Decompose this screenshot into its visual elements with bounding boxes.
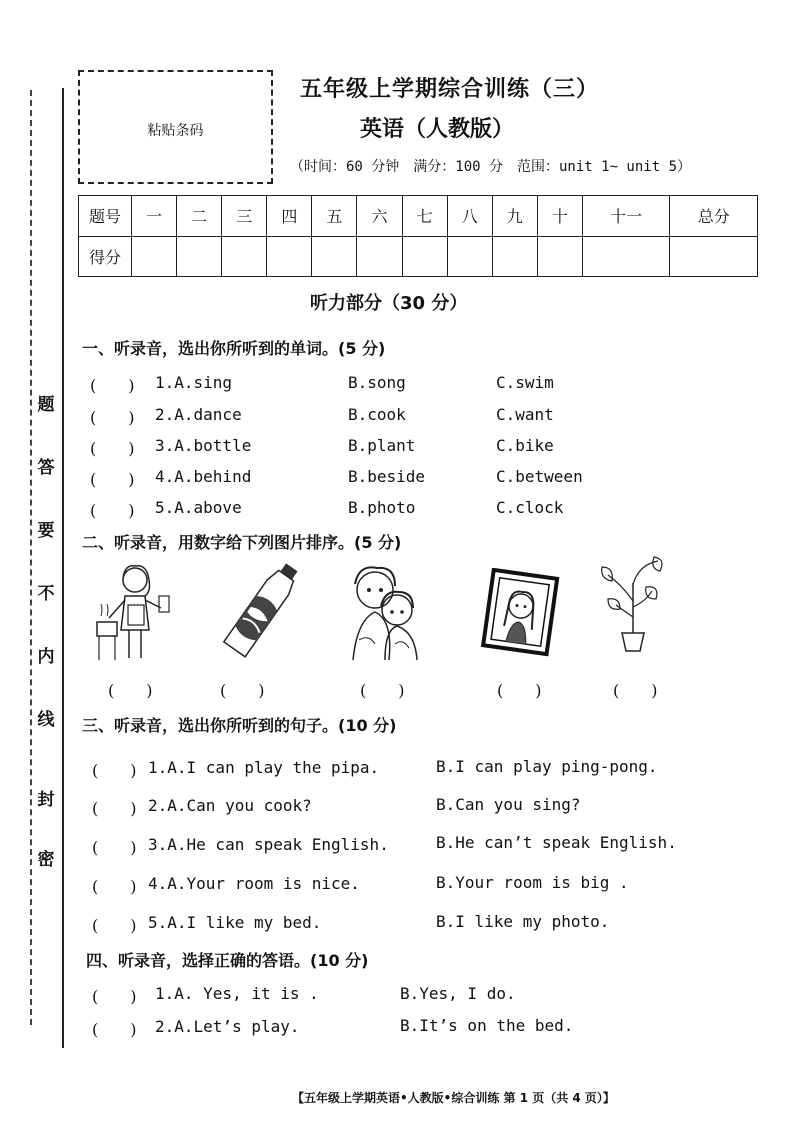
answer-blank[interactable]: ( ) xyxy=(92,916,137,935)
side-char: 封 xyxy=(37,790,55,810)
answer-blank[interactable]: ( ) xyxy=(90,439,135,458)
girls-image xyxy=(345,560,425,665)
girl-cooking-image xyxy=(95,560,185,665)
score-value-row xyxy=(79,236,758,277)
option-c: C.swim xyxy=(496,373,554,392)
option-a: 2.A.dance xyxy=(155,405,242,424)
answer-blank[interactable]: ( ) xyxy=(220,681,265,700)
option-a: 4.A.Your room is nice. xyxy=(148,874,360,893)
listening-section-title: 听力部分（30 分） xyxy=(310,293,468,314)
option-b: B.photo xyxy=(348,498,416,517)
answer-blank[interactable]: ( ) xyxy=(92,799,137,818)
answer-blank[interactable]: ( ) xyxy=(108,681,153,700)
answer-blank[interactable]: ( ) xyxy=(90,501,135,520)
score-table xyxy=(78,195,758,277)
answer-blank[interactable]: ( ) xyxy=(92,838,137,857)
side-char: 要 xyxy=(37,521,55,541)
score-header-cell: 十一 xyxy=(582,196,670,237)
part4-title: 四、听录音，选择正确的答语。(10 分) xyxy=(86,951,369,970)
plant-image xyxy=(598,555,668,655)
option-b: B.It’s on the bed. xyxy=(400,1016,574,1035)
score-cell[interactable] xyxy=(312,236,357,277)
answer-blank[interactable]: ( ) xyxy=(92,761,137,780)
bottle-image xyxy=(215,558,310,663)
score-header-cell: 五 xyxy=(312,196,357,237)
part3-title: 三、听录音，选出你所听到的句子。(10 分) xyxy=(82,716,397,735)
score-header-cell: 十 xyxy=(537,196,582,237)
score-header-cell: 二 xyxy=(177,196,222,237)
option-b: B.Yes, I do. xyxy=(400,984,516,1003)
option-b: B.Your room is big . xyxy=(436,873,629,892)
option-b: B.I can play ping-pong. xyxy=(436,757,658,776)
score-header-cell: 题号 xyxy=(79,196,132,237)
score-header-cell: 九 xyxy=(492,196,537,237)
option-a: 3.A.He can speak English. xyxy=(148,835,389,854)
option-a: 2.A.Let’s play. xyxy=(155,1017,300,1036)
side-char: 答 xyxy=(37,458,55,478)
answer-blank[interactable]: ( ) xyxy=(90,470,135,489)
barcode-box xyxy=(78,70,273,184)
option-b: B.I like my photo. xyxy=(436,912,610,931)
answer-blank[interactable]: ( ) xyxy=(613,681,658,700)
side-char: 不 xyxy=(37,584,55,604)
answer-blank[interactable]: ( ) xyxy=(92,877,137,896)
score-header-cell: 三 xyxy=(222,196,267,237)
side-char: 题 xyxy=(37,395,55,415)
option-b: B.Can you sing? xyxy=(436,795,581,814)
score-cell[interactable] xyxy=(670,236,758,277)
option-a: 4.A.behind xyxy=(155,467,252,486)
option-a: 1.A.I can play the pipa. xyxy=(148,758,380,777)
option-a: 1.A. Yes, it is . xyxy=(155,984,319,1003)
score-cell[interactable] xyxy=(222,236,267,277)
answer-blank[interactable]: ( ) xyxy=(92,1020,137,1039)
side-char: 线 xyxy=(37,710,55,730)
page-title: 五年级上学期综合训练（三） xyxy=(300,77,600,102)
score-header-cell: 六 xyxy=(357,196,402,237)
side-char: 密 xyxy=(37,850,55,870)
option-b: B.cook xyxy=(348,405,406,424)
score-cell[interactable] xyxy=(582,236,670,277)
score-header-cell: 八 xyxy=(447,196,492,237)
option-c: C.between xyxy=(496,467,583,486)
exam-info: （时间：60 分钟 满分：100 分 范围：unit 1~ unit 5） xyxy=(290,159,692,175)
answer-blank[interactable]: ( ) xyxy=(90,408,135,427)
part1-title: 一、听录音，选出你所听到的单词。(5 分) xyxy=(82,339,386,358)
option-a: 1.A.sing xyxy=(155,373,233,392)
score-cell[interactable] xyxy=(447,236,492,277)
score-cell[interactable] xyxy=(132,236,177,277)
option-a: 2.A.Can you cook? xyxy=(148,796,312,815)
side-char: 内 xyxy=(37,647,55,667)
option-b: B.He can’t speak English. xyxy=(436,833,677,852)
binding-solid-line xyxy=(62,88,64,1048)
binding-dashed-line xyxy=(30,90,32,1025)
part2-title: 二、听录音，用数字给下列图片排序。(5 分) xyxy=(82,533,402,552)
page-footer: 【五年级上学期英语•人教版•综合训练 第 1 页（共 4 页）】 xyxy=(292,1091,615,1105)
score-header-cell: 七 xyxy=(402,196,447,237)
page-subtitle: 英语（人教版） xyxy=(360,117,515,142)
answer-blank[interactable]: ( ) xyxy=(90,376,135,395)
option-c: C.want xyxy=(496,405,554,424)
barcode-label: 粘贴条码 xyxy=(147,123,204,139)
option-c: C.clock xyxy=(496,498,564,517)
score-cell[interactable] xyxy=(402,236,447,277)
score-cell[interactable] xyxy=(357,236,402,277)
score-cell[interactable] xyxy=(492,236,537,277)
answer-blank[interactable]: ( ) xyxy=(92,987,137,1006)
score-cell[interactable] xyxy=(267,236,312,277)
option-a: 5.A.I like my bed. xyxy=(148,913,322,932)
score-row-label: 得分 xyxy=(79,236,132,277)
score-header-row xyxy=(79,196,758,237)
option-c: C.bike xyxy=(496,436,554,455)
option-b: B.beside xyxy=(348,467,426,486)
answer-blank[interactable]: ( ) xyxy=(360,681,405,700)
photo-frame-image xyxy=(480,568,560,658)
score-header-cell: 四 xyxy=(267,196,312,237)
option-a: 3.A.bottle xyxy=(155,436,252,455)
score-header-cell: 一 xyxy=(132,196,177,237)
option-b: B.plant xyxy=(348,436,416,455)
option-b: B.song xyxy=(348,373,406,392)
score-header-cell: 总分 xyxy=(670,196,758,237)
score-cell[interactable] xyxy=(537,236,582,277)
option-a: 5.A.above xyxy=(155,498,242,517)
score-cell[interactable] xyxy=(177,236,222,277)
answer-blank[interactable]: ( ) xyxy=(497,681,542,700)
